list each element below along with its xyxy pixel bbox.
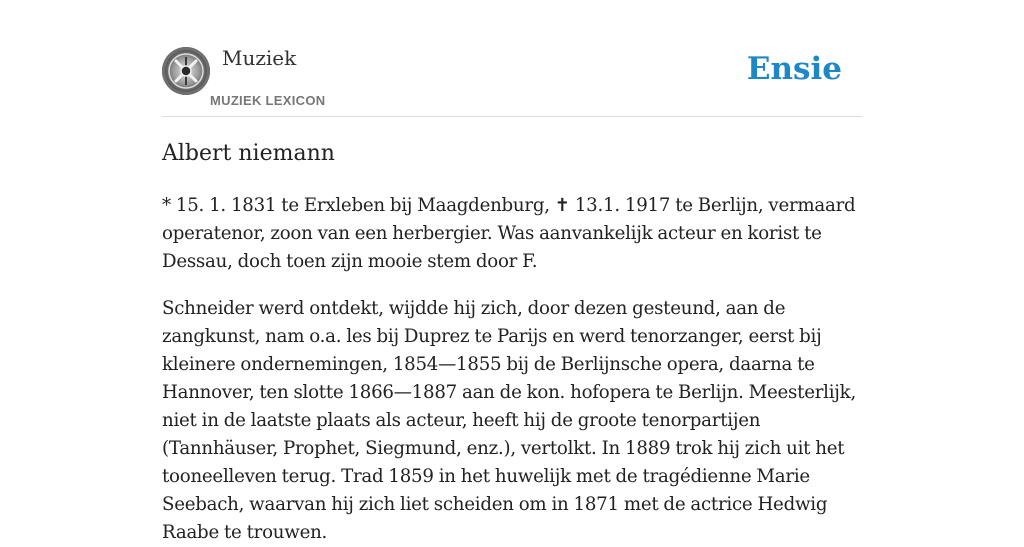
article-paragraph-2: Schneider werd ontdekt, wijdde hij zich, door dezen gesteund, aan de zangkunst, nam o.a. les bij Duprez te Parijs en werd tenorzanger, eerst bij kleinere ondernemingen, 1854—1855 bij de Berlijnsche opera, daarna te Hannover, ten slotte 1866—1887 aan de kon. hofopera te Berlijn. Meesterlijk, niet in de laatste plaats als acteur, heeft hij de groote tenorpartijen (Tannhäuser, Prophet, Siegmund, enz.), vertolkt. In 1889 trok hij zich uit het tooneelleven terug. Trad 1859 in het huwelijk met de tragédienne Marie Seebach, waarvan hij zich liet scheiden om in 1871 met de actrice Hedwig Raabe te trouwen.: [162, 298, 856, 543]
book-title[interactable]: Muziek: [222, 46, 297, 70]
muziek-seal-icon[interactable]: [162, 47, 210, 95]
article: [162, 138, 862, 547]
brand-logo[interactable]: Ensie: [746, 51, 842, 87]
article-title: Albert niemann: [162, 141, 335, 166]
article-paragraph-1: * 15. 1. 1831 te Erxleben bij Maagdenburg, ✝ 13.1. 1917 te Berlijn, vermaard operatenor, zoon van een herbergier. Was aanvankelijk acteur en korist te Dessau, doch toen zijn mooie stem door F.: [162, 195, 856, 272]
header: [162, 0, 862, 117]
book-subtitle[interactable]: MUZIEK LEXICON: [210, 93, 326, 108]
